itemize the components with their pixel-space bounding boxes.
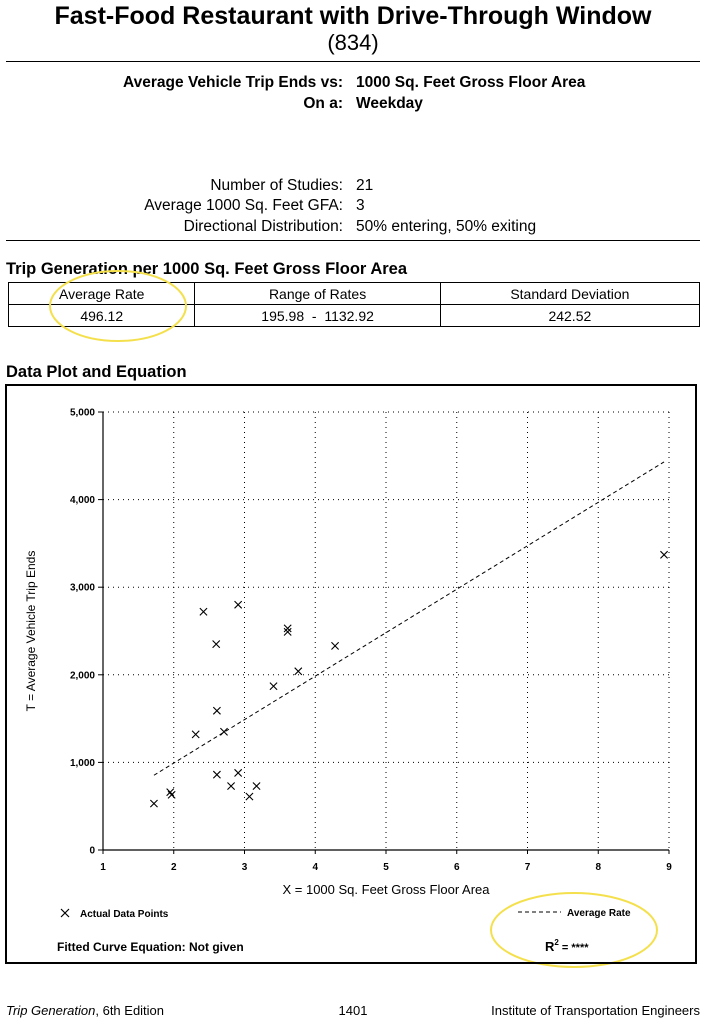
data-point: [167, 789, 174, 796]
distribution-label: Directional Distribution:: [183, 218, 343, 235]
data-point: [227, 782, 234, 789]
x-tick-label: 6: [453, 862, 460, 873]
plot-section-title: Data Plot and Equation: [6, 363, 187, 381]
x-tick-label: 9: [666, 862, 672, 873]
data-point: [246, 793, 253, 800]
data-point: [200, 608, 207, 615]
measure-label: Average Vehicle Trip Ends vs:: [123, 74, 343, 91]
x-tick-label: 8: [595, 862, 602, 873]
header-average-rate: Average Rate: [9, 283, 195, 305]
x-axis-label: X = 1000 Sq. Feet Gross Floor Area: [282, 882, 490, 897]
x-tick-label: 1: [100, 862, 106, 873]
data-point: [253, 782, 260, 789]
x-tick-label: 4: [312, 862, 319, 873]
x-tick-label: 5: [383, 862, 389, 873]
footer-edition: , 6th Edition: [95, 1003, 165, 1018]
data-point: [235, 769, 242, 776]
y-tick-label: 5,000: [69, 407, 95, 419]
rates-value-row: [9, 305, 700, 327]
data-point: [284, 625, 291, 632]
std-dev-value: 242.52: [440, 305, 699, 327]
divider-top: [6, 61, 700, 62]
footer-publication: Trip Generation: [6, 1003, 96, 1018]
distribution-row: [0, 217, 706, 237]
y-tick-label: 4,000: [69, 495, 95, 507]
legend-points: [61, 909, 169, 920]
data-point: [150, 800, 157, 807]
data-point: [168, 791, 175, 798]
rates-table: [8, 282, 700, 327]
average-rate-line: [154, 462, 664, 775]
legend-points-label: Actual Data Points: [80, 909, 169, 920]
data-point: [331, 642, 338, 649]
data-point: [295, 668, 302, 675]
data-point: [192, 731, 199, 738]
measure-value: 1000 Sq. Feet Gross Floor Area: [356, 74, 586, 91]
axis-ticks: [70, 408, 672, 874]
measure-row: [0, 73, 706, 93]
on-row: [0, 94, 706, 114]
footer-right: Institute of Transportation Engineers: [491, 1003, 700, 1018]
rates-header-row: [9, 283, 700, 305]
data-point: [284, 628, 291, 635]
scatter-chart: [5, 384, 697, 964]
x-tick-label: 2: [170, 862, 177, 873]
grid-lines: [103, 412, 669, 850]
studies-row: [0, 176, 706, 196]
distribution-value: 50% entering, 50% exiting: [356, 218, 537, 235]
y-tick-label: 2,000: [69, 670, 95, 682]
land-use-code: (834): [327, 30, 379, 55]
data-point: [270, 683, 277, 690]
data-point: [660, 551, 667, 558]
on-value: Weekday: [356, 95, 423, 112]
legend-rate: [518, 908, 631, 919]
page-number: 1401: [338, 1003, 368, 1018]
r-squared: $R^2$ $_{= ****}$: [545, 938, 589, 954]
data-point: [213, 641, 220, 648]
data-point: [213, 771, 220, 778]
average-rate-value: 496.12: [9, 305, 195, 327]
rates-section-title: Trip Generation per 1000 Sq. Feet Gross Floor Area: [6, 260, 408, 278]
x-tick-label: 7: [524, 862, 531, 873]
avg-gfa-row: [0, 196, 706, 216]
header-range: Range of Rates: [195, 283, 440, 305]
x-tick-label: 3: [241, 862, 248, 873]
data-marks: [150, 462, 667, 807]
divider-middle: [6, 240, 700, 241]
header-std-dev: Standard Deviation: [440, 283, 699, 305]
data-point: [213, 707, 220, 714]
on-label: On a:: [303, 95, 343, 112]
range-value: 195.98 - 1132.92: [195, 305, 440, 327]
y-axis-label: T = Average Vehicle Trip Ends: [24, 550, 38, 712]
page-title: Fast-Food Restaurant with Drive-Through Window: [54, 2, 652, 30]
legend-x-marker: [61, 909, 69, 917]
legend-rate-label: Average Rate: [567, 908, 631, 919]
studies-label: Number of Studies:: [210, 177, 343, 194]
y-tick-label: 3,000: [69, 582, 95, 594]
fitted-curve-label: Fitted Curve Equation: Not given: [57, 940, 244, 954]
avg-gfa-value: 3: [356, 197, 365, 214]
studies-value: 21: [356, 177, 374, 194]
data-point: [235, 601, 242, 608]
footer-left: [6, 1003, 164, 1019]
y-tick-label: 1,000: [69, 757, 95, 769]
y-tick-label: 0: [89, 845, 95, 857]
avg-gfa-label: Average 1000 Sq. Feet GFA:: [144, 197, 343, 214]
